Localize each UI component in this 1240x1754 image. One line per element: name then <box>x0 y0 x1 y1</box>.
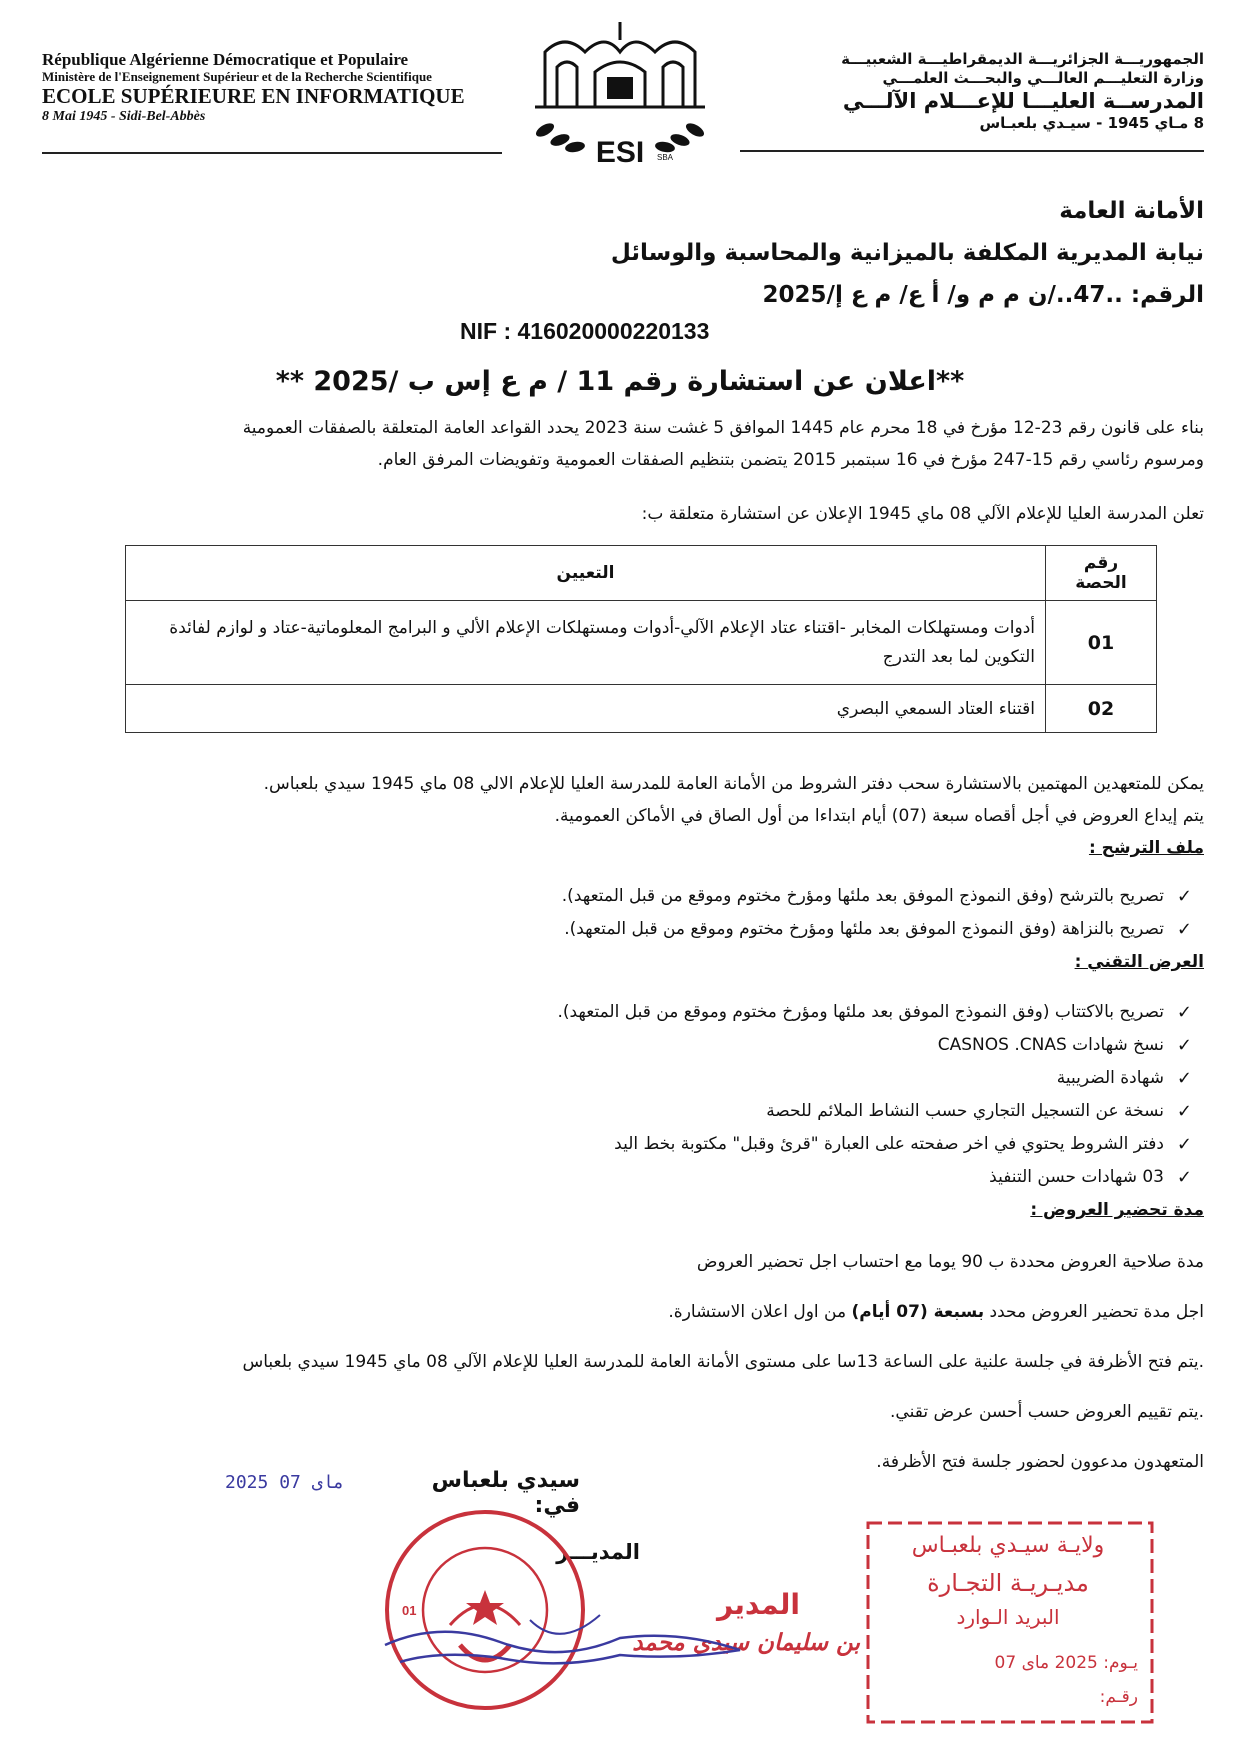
preparation-deadline-paragraph <box>54 1298 1204 1326</box>
list-item-text: شهادة الضريبية <box>1056 1068 1164 1088</box>
school-name-fr: ECOLE SUPÉRIEURE EN INFORMATIQUE <box>42 84 465 109</box>
director-label: المديـــر <box>556 1540 640 1564</box>
lot-number: 02 <box>1046 685 1157 733</box>
stamp-wilaya: ولايـة سيـدي بلعبـاس <box>911 1533 1105 1558</box>
reference-number: الرقم: ..47../ن م م و/ أ ع/ م ع إ/2025 <box>762 282 1204 308</box>
checkmark-icon: ✓ <box>1176 919 1192 940</box>
school-address-ar: 8 مـاي 1945 - سيـدي بلعبـاس <box>979 113 1204 132</box>
republic-name-fr: République Algérienne Démocratique et Populaire <box>42 50 409 69</box>
stamp-number: 01 <box>402 1603 417 1618</box>
preparation-duration: بسبعة (07 أيام) <box>851 1302 985 1322</box>
preparation-text-start: اجل مدة تحضير العروض محدد <box>984 1302 1204 1322</box>
list-item <box>64 996 1204 1029</box>
list-item <box>64 880 1204 913</box>
place-date-label: سيدي بلعباس في: <box>431 1468 580 1518</box>
preparation-text-end: من اول اعلان الاستشارة. <box>668 1302 852 1322</box>
list-item-text: نسخة عن التسجيل التجاري حسب النشاط الملائم للحصة <box>766 1101 1164 1121</box>
reception-stamp <box>860 1515 1160 1730</box>
list-item <box>64 1062 1204 1095</box>
list-item <box>64 1161 1204 1194</box>
school-name-ar: المدرســة العليـــا للإعـــلام الآلـــي <box>842 88 1204 113</box>
lot-designation: أدوات ومستهلكات المخابر -اقتناء عتاد الإعلام الآلي-أدوات ومستهلكات الإعلام الألي و البرامج المعلوماتية-عتاد و لوازم لفائدة التكوين لما بعد التدرج <box>126 601 1046 685</box>
opening-session-paragraph: .يتم فتح الأظرفة في جلسة علنية على الساعة 13سا على مستوى الأمانة العامة للمدرسة العليا للإعلام الآلي 08 ماي 1945 سيدي بلعباس <box>242 1352 1204 1372</box>
header-rule-right <box>740 150 1204 152</box>
legal-basis-1: بناء على قانون رقم 23-12 مؤرخ في 18 محرم عام 1445 الموافق 5 غشت سنة 2023 يحدد القواعد العامة المتعلقة بالصفقات العمومية <box>242 418 1204 438</box>
announcement-intro: تعلن المدرسة العليا للإعلام الآلي 08 ماي 1945 الإعلان عن استشارة متعلقة ب: <box>641 504 1204 524</box>
stamp-day: يـوم: 2025 مای 07 <box>994 1653 1138 1673</box>
col-designation: التعيين <box>126 546 1046 601</box>
list-item <box>64 1128 1204 1161</box>
candidature-list <box>64 880 1204 946</box>
list-item-text: تصريح بالاكتتاب (وفق النموذج الموفق بعد ملئها ومؤرخ مختوم وموقع من قبل المتعهد). <box>557 1002 1164 1022</box>
invitation-paragraph: المتعهدون مدعوون لحضور جلسة فتح الأظرفة. <box>876 1452 1204 1472</box>
signature-name: بن سليمان سيدي محمد <box>632 1630 860 1656</box>
lots-table <box>125 545 1157 733</box>
republic-name-ar: الجمهوريـــة الجزائريـــة الديمقراطيـــة الشعبيـــة <box>841 50 1204 68</box>
office-sub-directorate: نيابة المديرية المكلفة بالميزانية والمحاسبة والوسائل <box>610 240 1204 266</box>
technical-offer-list <box>64 996 1204 1194</box>
duration-heading: مدة تحضير العروض : <box>1030 1200 1204 1220</box>
evaluation-paragraph: .يتم تقييم العروض حسب أحسن عرض تقني. <box>890 1402 1204 1422</box>
lot-number: 01 <box>1046 601 1157 685</box>
checkmark-icon: ✓ <box>1176 1167 1192 1188</box>
lot-designation: اقتناء العتاد السمعي البصري <box>126 685 1046 733</box>
school-logo <box>505 12 735 167</box>
signature-title: المدير <box>717 1588 800 1621</box>
withdraw-specs-paragraph: يمكن للمتعهدين المهتمين بالاستشارة سحب دفتر الشروط من الأمانة العامة للمدرسة العليا للإعلام الالي 08 ماي 1945 سيدي بلعباس. <box>263 774 1204 794</box>
stamp-incoming-mail: البريد الـوارد <box>956 1605 1060 1629</box>
list-item-text: تصريح بالنزاهة (وفق النموذج الموفق بعد ملئها ومؤرخ مختوم وموقع من قبل المتعهد). <box>564 919 1164 939</box>
table-row <box>126 685 1157 733</box>
checkmark-icon: ✓ <box>1176 1134 1192 1155</box>
list-item-text: تصريح بالترشح (وفق النموذج الموفق بعد ملئها ومؤرخ مختوم وموقع من قبل المتعهد). <box>561 886 1164 906</box>
nif-number: NIF : 416020000220133 <box>460 318 710 344</box>
header-french <box>42 50 472 125</box>
logo-text: ESI <box>595 136 645 167</box>
handwritten-signature <box>380 1600 760 1680</box>
list-item-text: نسخ شهادات CASNOS .CNAS <box>937 1035 1164 1055</box>
candidature-heading: ملف الترشح : <box>1088 838 1204 858</box>
ministry-name-ar: وزارة التعليـــم العالـــي والبحـــث العلمـــي <box>882 68 1204 87</box>
date-stamp: 2025 مای 07 <box>225 1472 345 1493</box>
col-lot-number: رقم الحصة <box>1046 546 1157 601</box>
list-item <box>64 913 1204 946</box>
checkmark-icon: ✓ <box>1176 1035 1192 1056</box>
office-general-secretariat: الأمانة العامة <box>1059 198 1204 224</box>
stamp-directorate: مديـريـة التجـارة <box>927 1569 1089 1597</box>
list-item-text: 03 شهادات حسن التنفيذ <box>989 1167 1164 1187</box>
list-item <box>64 1095 1204 1128</box>
school-address-fr: 8 Mai 1945 - Sidi-Bel-Abbès <box>42 108 206 124</box>
header-rule-left <box>42 152 502 154</box>
deposit-deadline-paragraph: يتم إيداع العروض في أجل أقصاه سبعة (07) أيام ابتداءا من أول الصاق في الأماكن العمومية. <box>554 806 1204 826</box>
list-item-text: دفتر الشروط يحتوي في اخر صفحته على العبارة "قرئ وقبل" مكتوبة بخط اليد <box>614 1134 1164 1154</box>
checkmark-icon: ✓ <box>1176 886 1192 907</box>
checkmark-icon: ✓ <box>1176 1068 1192 1089</box>
technical-offer-heading: العرض التقني : <box>1074 952 1204 972</box>
checkmark-icon: ✓ <box>1176 1002 1192 1023</box>
logo-sub: SBA <box>657 153 674 162</box>
list-item <box>64 1029 1204 1062</box>
checkmark-icon: ✓ <box>1176 1101 1192 1122</box>
table-row <box>126 601 1157 685</box>
ministry-name-fr: Ministère de l'Enseignement Supérieur et de la Recherche Scientifique <box>42 68 432 84</box>
legal-basis-2: ومرسوم رئاسي رقم 15-247 مؤرخ في 16 سبتمبر 2015 يتضمن بتنظيم الصفقات العمومية وتفويضات المرفق العام. <box>377 450 1204 470</box>
stamp-number-label: رقـم: <box>1099 1687 1138 1707</box>
table-header-row <box>126 546 1157 601</box>
validity-paragraph: مدة صلاحية العروض محددة ب 90 يوما مع احتساب اجل تحضير العروض <box>696 1252 1204 1272</box>
header-arabic <box>774 50 1204 133</box>
consultation-title: **اعلان عن استشارة رقم 11 / م ع إس ب /2025 ** <box>275 366 965 397</box>
